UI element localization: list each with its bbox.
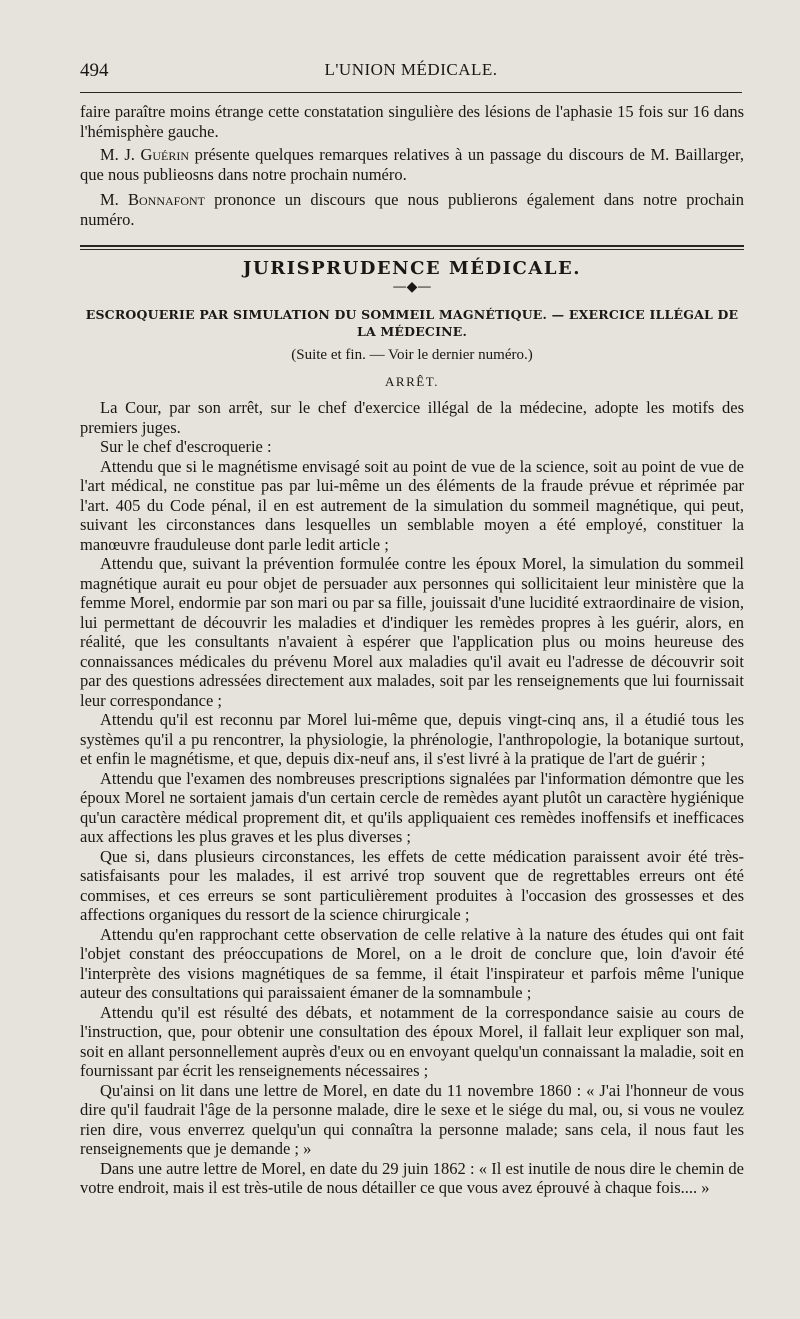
- paragraph-body: Attendu que, suivant la prévention formulée contre les époux Morel, la simulation du sommeil magnétique aurait eu pour objet de persuader aux personnes qui sollicitaient leur ministère que la femme Morel, endormie par son mari ou par sa fille, jouissait d'une lucidité extraordinaire de vision, lui permettant de découvrir les maladies et d'indiquer les remèdes propres à les guérir, alors, en réalité, que les consultants n'avaient à espérer que l'application plus ou moins heureuse des connaissances médicales du prévenu Morel aux maladies qu'il avait eu l'adresse de découvrir soit par des questions adressées directement aux malades, soit par les renseignements que lui fournissait leur correspondance ;: [80, 554, 744, 710]
- paragraph-body: Attendu que l'examen des nombreuses prescriptions signalées par l'information démontre que les époux Morel ne sortaient jamais d'un certain cercle de remèdes ayant plutôt un caractère hygiénique qu'un caractère médical proprement dit, et qu'ils appliquaient ces remèdes inoffensifs et inefficaces aux affections les plus graves et les plus diverses ;: [80, 768, 744, 846]
- paragraph-body: La Cour, par son arrêt, sur le chef d'exercice illégal de la médecine, adopte les motifs des premiers juges.: [80, 398, 744, 437]
- paragraph-body: Sur le chef d'escroquerie :: [100, 437, 272, 456]
- paragraph-body: Dans une autre lettre de Morel, en date du 29 juin 1862 : « Il est inutile de nous dire le chemin de votre endroit, mais il est très-utile de nous détailler ce que vous avez éprouvé à chaque fois.... »: [80, 1158, 744, 1197]
- running-head: [80, 60, 742, 86]
- continued-note: (Suite et fin. — Voir le dernier numéro.): [291, 347, 533, 363]
- paragraph-text: prononce un discours que nous publierons également dans notre prochain numéro.: [80, 190, 744, 229]
- journal-title: L'UNION MÉDICALE.: [324, 60, 498, 79]
- section-divider: —◆—: [392, 279, 432, 295]
- paragraph-text: présente quelques remarques relatives à un passage du discours de M. Baillarger, que nous publieosns dans notre prochain numéro.: [80, 145, 744, 184]
- paragraph-body: Qu'ainsi on lit dans une lettre de Morel, en date du 11 novembre 1860 : « J'ai l'honneur de vous dire qu'il faudrait l'âge de la personne malade, dire le sexe et le siége du mal, ou, si vous ne voulez rien dire, vous enverrez quelqu'un qui connaîtra la personne malade; sans cela, il nous faut les renseignements que je demande ; »: [80, 1080, 744, 1158]
- paragraph-body: Attendu qu'il est reconnu par Morel lui-même que, depuis vingt-cinq ans, il a étudié tous les systèmes qu'il a pu rencontrer, la physiologie, la phrénologie, l'anthropologie, la botanique surtout, et enfin le magnétisme, et que, depuis dix-neuf ans, il s'est livré à la pratique de l'art de guérir ;: [80, 710, 744, 768]
- speaker-name: M. J. Guérin: [100, 145, 190, 164]
- arret-heading: ARRÊT.: [385, 374, 439, 389]
- paragraph-body: Attendu qu'en rapprochant cette observation de celle relative à la nature des études qui ont fait l'objet constant des préoccupations de Morel, on a le droit de conclure que, loin d'avoir été l'interprète des visions magnétiques de sa femme, il était l'inspirateur et parfois même l'unique auteur des consultations qui paraissaient émaner de la somnambule ;: [80, 924, 744, 1002]
- case-title: ESCROQUERIE PAR SIMULATION DU SOMMEIL MAGNÉTIQUE. — EXERCICE ILLÉGAL DE LA MÉDECINE.: [85, 307, 739, 339]
- section-rule-thin: [80, 249, 744, 250]
- section-rule: [80, 245, 744, 247]
- judgment-body: [80, 398, 744, 1198]
- header-rule: [80, 92, 742, 93]
- paragraph-body: Que si, dans plusieurs circonstances, les effets de cette médication paraissent avoir été très-satisfaisants pour les malades, il est arrivé trop souvent que de regrettables erreurs ont été commises, et ces erreurs se sont particulièrement produites à l'occasion des grossesses et des affections organiques du ressort de la science chirurgicale ;: [80, 846, 744, 924]
- paragraph-intro-2: [80, 145, 744, 184]
- paragraph-body: Attendu qu'il est résulté des débats, et notamment de la correspondance saisie au cours de l'instruction, que, pour obtenir une consultation des époux Morel, il fallait leur expliquer son mal, soit en allant personnellement auprès d'eux ou en envoyant quelqu'un connaissant la maladie, soit en fournissant par écrit les renseignements nécessaires ;: [80, 1002, 744, 1080]
- paragraph-intro-1: faire paraître moins étrange cette constatation singulière des lésions de l'aphasie 15 fois sur 16 dans l'hémisphère gauche.: [80, 102, 744, 141]
- paragraph-intro-3: [80, 190, 744, 229]
- speaker-name: M. Bonnafont: [100, 190, 205, 209]
- paragraph-body: Attendu que si le magnétisme envisagé soit au point de vue de la science, soit au point de vue de l'art médical, ne constitue pas par lui-même un des éléments de la fraude prévue et réprimée par l'art. 405 du Code pénal, il en est autrement de la simulation du sommeil magnétique, qui peut, suivant les circonstances dans lesquelles un semblable moyen a été employé, constituer la manœuvre frauduleuse dont parle ledit article ;: [80, 456, 744, 554]
- section-title: JURISPRUDENCE MÉDICALE.: [243, 258, 581, 279]
- page-number: 494: [80, 60, 109, 81]
- page-content: [80, 102, 744, 1198]
